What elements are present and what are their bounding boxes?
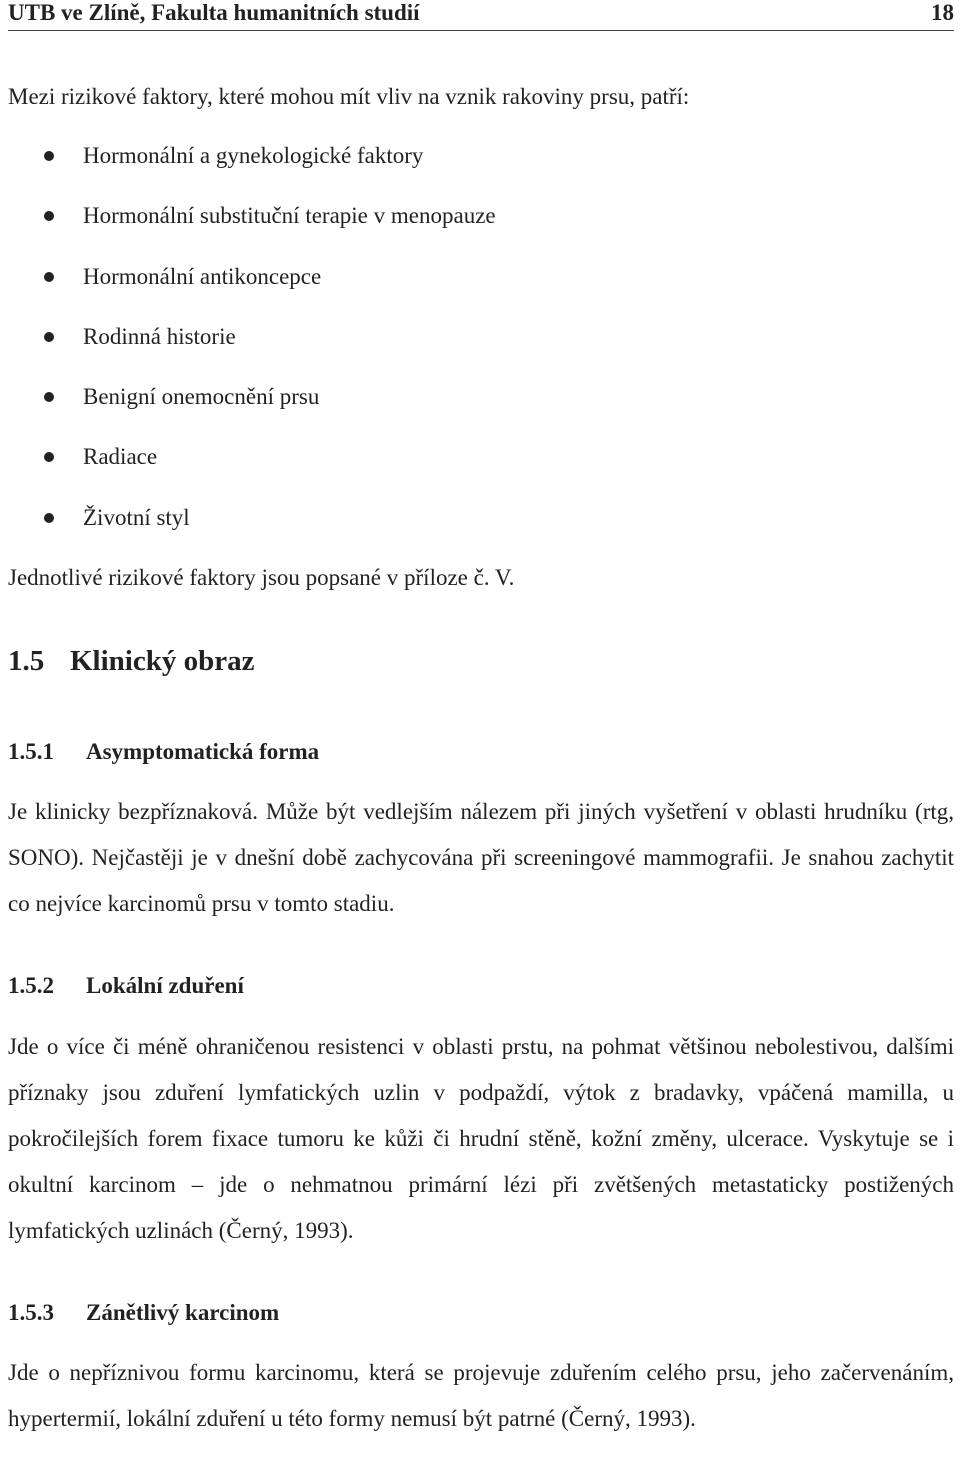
subsection-title: Asymptomatická forma [86,739,320,764]
intro-paragraph: Mezi rizikové faktory, které mohou mít vliv na vznik rakoviny prsu, patří: [8,84,690,109]
subsection-paragraph: Jde o nepříznivou formu karcinomu, která se projevuje zduřením celého prsu, jeho začervenáním, hypertermií, lokální zduření u této formy nemusí být patrné (Černý, 1993). [8,1360,954,1431]
bullet-icon [44,513,54,523]
bullet-icon [44,452,54,462]
bullet-icon [44,272,54,282]
subsection-number: 1.5.1 [8,739,54,764]
header-title: UTB ve Zlíně, Fakulta humanitních studií [8,0,420,25]
section-number: 1.5 [8,645,45,677]
list-item: Hormonální a gynekologické faktory [0,133,496,193]
subsection-heading [8,739,319,765]
risk-factor-list [0,133,496,555]
factors-note: Jednotlivé rizikové faktory jsou popsané v příloze č. V. [8,565,515,590]
list-item: Hormonální substituční terapie v menopauze [0,193,496,253]
list-item: Benigní onemocnění prsu [0,374,496,434]
section-heading [8,645,254,678]
section-title: Klinický obraz [70,645,255,677]
subsection-title: Lokální zduření [86,973,244,998]
subsection-number: 1.5.3 [8,1300,54,1325]
list-item: Radiace [0,434,496,494]
page-header [8,0,954,31]
list-item: Životní styl [0,495,496,555]
subsection-number: 1.5.2 [8,973,54,998]
subsection-paragraph: Jde o více či méně ohraničenou resistenci v oblasti prstu, na pohmat většinou nebolestivou, dalšími příznaky jsou zduření lymfatických uzlin v podpaždí, výtok z bradavky, vpáčená mamilla, u pokročilejších forem fixace tumoru ke kůži či hrudní stěně, kožní změny, ulcerace. Vyskytuje se i okultní karcinom – jde o nehmatnou primární lézi při zvětšených metastaticky postižených lymfatických uzlinách (Černý, 1993). [8,1034,954,1243]
bullet-icon [44,332,54,342]
list-item: Rodinná historie [0,314,496,374]
bullet-icon [44,151,54,161]
bullet-icon [44,211,54,221]
bullet-icon [44,392,54,402]
subsection-heading [8,973,244,999]
page-number: 18 [931,0,954,25]
subsection-heading [8,1300,279,1326]
list-item: Hormonální antikoncepce [0,254,496,314]
subsection-paragraph: Je klinicky bezpříznaková. Může být vedlejším nálezem při jiných vyšetření v oblasti hrudníku (rtg, SONO). Nejčastěji je v dnešní době zachycována při screeningové mammografii. Je snahou zachytit co nejvíce karcinomů prsu v tomto stadiu. [8,799,954,916]
subsection-title: Zánětlivý karcinom [86,1300,280,1325]
